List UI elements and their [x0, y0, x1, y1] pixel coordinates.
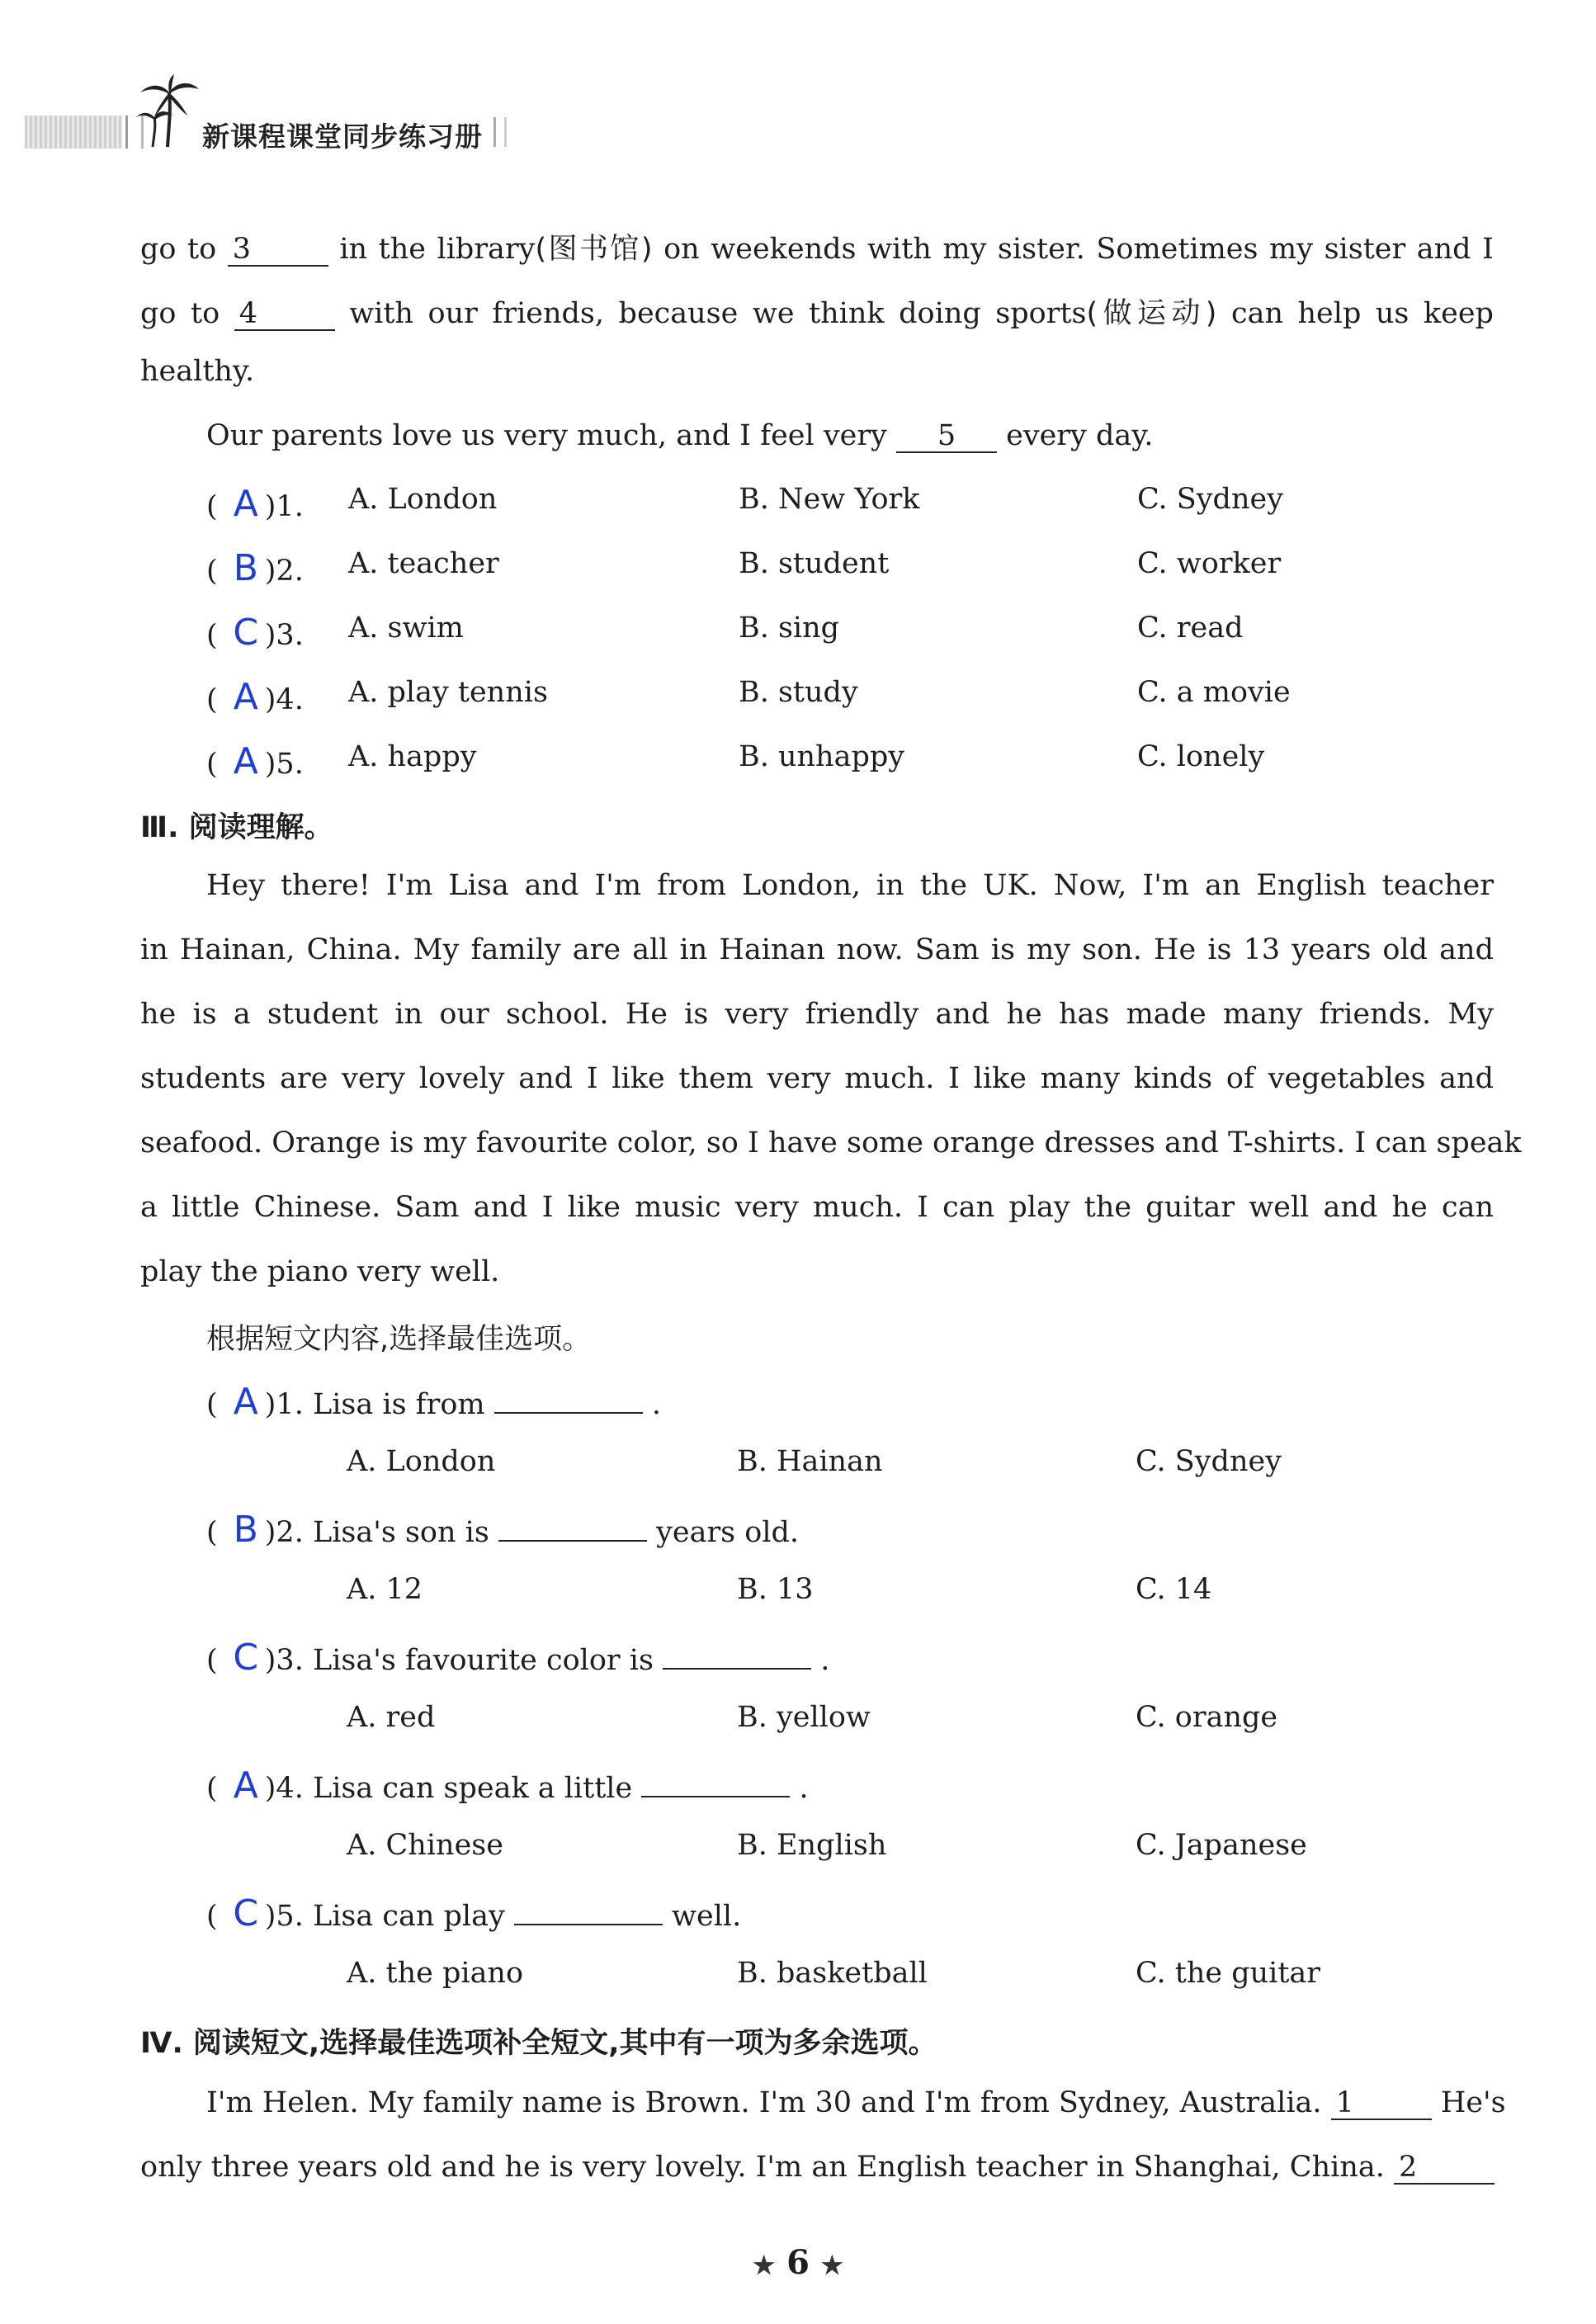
- option-c: C. read: [1137, 612, 1244, 645]
- option-c: C. Sydney: [1137, 483, 1283, 516]
- answer-mark: B: [233, 1509, 258, 1551]
- palm-tree-icon: [136, 74, 202, 149]
- passage-line: he is a student in our school. He is very friendly and he has made many friends. My: [140, 998, 1494, 1031]
- s4-blank-2: 2: [1394, 2152, 1494, 2185]
- question-number: )3.: [264, 619, 304, 652]
- answer-mark: A: [233, 740, 258, 782]
- option-c: C. the guitar: [1136, 1957, 1321, 1990]
- passage-line: Hey there! I'm Lisa and I'm from London, in the UK. Now, I'm an English teacher: [206, 869, 1494, 902]
- option-a: A. the piano: [347, 1957, 524, 1990]
- star-icon: ★: [753, 2251, 776, 2280]
- question-number: )1.: [264, 490, 304, 523]
- passage-line: a little Chinese. Sam and I like music very much. I can play the guitar well and he can: [140, 1191, 1494, 1224]
- option-b: B. unhappy: [739, 740, 905, 773]
- question-number: )1.: [264, 1388, 304, 1421]
- question-stem: Lisa can speak a little: [312, 1772, 633, 1805]
- passage-line: in Hainan, China. My family are all in Hainan now. Sam is my son. He is 13 years old and: [140, 933, 1494, 966]
- question-stem-end: .: [799, 1772, 809, 1805]
- option-b: B. sing: [739, 612, 840, 645]
- reading-question: ( C )3. Lisa's favourite color is .: [206, 1637, 830, 1679]
- option-b: B. basketball: [737, 1957, 928, 1990]
- section-4-line-2: only three years old and he is very lovely. I'm an English teacher in Shanghai, China. 2: [140, 2151, 1494, 2185]
- cloze-question-row: ( B )2.: [206, 547, 304, 589]
- option-c: C. orange: [1136, 1701, 1278, 1734]
- question-number: )2.: [264, 555, 304, 588]
- question-number: )4.: [264, 683, 304, 716]
- passage-line: seafood. Orange is my favourite color, so I have some orange dresses and T-shirts. I can speak: [140, 1127, 1522, 1160]
- option-b: B. yellow: [737, 1701, 871, 1734]
- blank-5: 5: [896, 421, 997, 453]
- option-a: A. swim: [348, 612, 464, 645]
- option-c: C. worker: [1137, 547, 1282, 580]
- page-number: ★ 6 ★: [753, 2243, 843, 2282]
- option-c: C. Japanese: [1136, 1829, 1307, 1862]
- option-b: B. student: [739, 547, 890, 580]
- cloze-question-row: ( A )4.: [206, 676, 304, 718]
- answer-mark: A: [233, 1764, 258, 1807]
- option-a: A. teacher: [348, 547, 499, 580]
- option-b: B. Hainan: [737, 1445, 883, 1478]
- reading-question: ( A )4. Lisa can speak a little .: [206, 1764, 809, 1807]
- option-a: A. red: [347, 1701, 436, 1734]
- answer-mark: A: [233, 1381, 258, 1423]
- option-a: A. happy: [348, 740, 477, 773]
- cloze-question-row: ( A )5.: [206, 740, 304, 782]
- question-stem-end: .: [651, 1388, 662, 1421]
- header-divider-right: [493, 117, 507, 147]
- cloze-question-row: ( C )3.: [206, 612, 304, 654]
- reading-question: ( B )2. Lisa's son is years old.: [206, 1509, 800, 1551]
- passage-line-3: healthy.: [140, 355, 255, 388]
- s4-blank-1: 1: [1331, 2088, 1432, 2120]
- answer-mark: A: [233, 483, 258, 525]
- option-b: B. New York: [739, 483, 920, 516]
- option-a: A. London: [348, 483, 498, 516]
- option-b: B. 13: [737, 1573, 814, 1606]
- option-a: A. 12: [347, 1573, 423, 1606]
- blank-3: 3: [228, 234, 328, 267]
- reading-question: ( A )1. Lisa is from .: [206, 1381, 662, 1423]
- question-stem: Lisa can play: [312, 1900, 505, 1933]
- question-stem-end: years old.: [656, 1516, 800, 1549]
- question-number: )5.: [264, 1900, 304, 1933]
- question-number: )5.: [264, 748, 304, 781]
- question-number: )3.: [264, 1644, 304, 1677]
- option-c: C. a movie: [1137, 676, 1291, 709]
- section-3-instruction: 根据短文内容,选择最佳选项。: [206, 1323, 592, 1356]
- header-decoration: [25, 116, 122, 149]
- answer-mark: A: [233, 676, 258, 718]
- header-title: 新课程课堂同步练习册: [202, 120, 483, 153]
- question-number: )4.: [264, 1772, 304, 1805]
- option-a: A. London: [347, 1445, 496, 1478]
- question-stem: Lisa is from: [312, 1388, 485, 1421]
- passage-line: play the piano very well.: [140, 1255, 500, 1288]
- option-c: C. 14: [1136, 1573, 1212, 1606]
- option-a: A. play tennis: [348, 676, 548, 709]
- option-c: C. lonely: [1137, 740, 1265, 773]
- option-c: C. Sydney: [1136, 1445, 1282, 1478]
- answer-mark: C: [233, 1892, 259, 1934]
- cloze-question-row: ( A )1.: [206, 483, 304, 525]
- section-3-title: Ⅲ. 阅读理解。: [140, 811, 333, 844]
- answer-blank: [498, 1515, 647, 1542]
- passage-line-2: go to 4 with our friends, because we think doing sports(做运动) can help us keep: [140, 297, 1494, 330]
- answer-mark: C: [233, 612, 259, 654]
- question-stem: Lisa's son is: [312, 1516, 489, 1549]
- reading-question: ( C )5. Lisa can play well.: [206, 1892, 742, 1934]
- answer-blank: [663, 1643, 811, 1670]
- question-number: )2.: [264, 1516, 304, 1549]
- section-4-title: Ⅳ. 阅读短文,选择最佳选项补全短文,其中有一项为多余选项。: [140, 2027, 937, 2060]
- option-a: A. Chinese: [347, 1829, 503, 1862]
- question-stem-end: well.: [672, 1900, 742, 1933]
- answer-blank: [641, 1771, 790, 1797]
- answer-mark: C: [233, 1637, 259, 1679]
- answer-blank: [514, 1899, 663, 1925]
- blank-4: 4: [234, 299, 335, 331]
- answer-blank: [494, 1387, 643, 1414]
- option-b: B. English: [737, 1829, 887, 1862]
- question-stem: Lisa's favourite color is: [312, 1644, 654, 1677]
- passage-line-1: go to 3 in the library(图书馆) on weekends with my sister. Sometimes my sister and I: [140, 233, 1494, 266]
- passage-line-4: Our parents love us very much, and I feel very 5 every day.: [206, 419, 1154, 452]
- passage-line: students are very lovely and I like them very much. I like many kinds of vegetables and: [140, 1062, 1494, 1095]
- answer-mark: B: [233, 547, 258, 589]
- option-b: B. study: [739, 676, 858, 709]
- question-stem-end: .: [820, 1644, 830, 1677]
- section-4-line-1: I'm Helen. My family name is Brown. I'm 30 and I'm from Sydney, Australia. 1 He's: [206, 2086, 1506, 2119]
- star-icon: ★: [820, 2251, 843, 2280]
